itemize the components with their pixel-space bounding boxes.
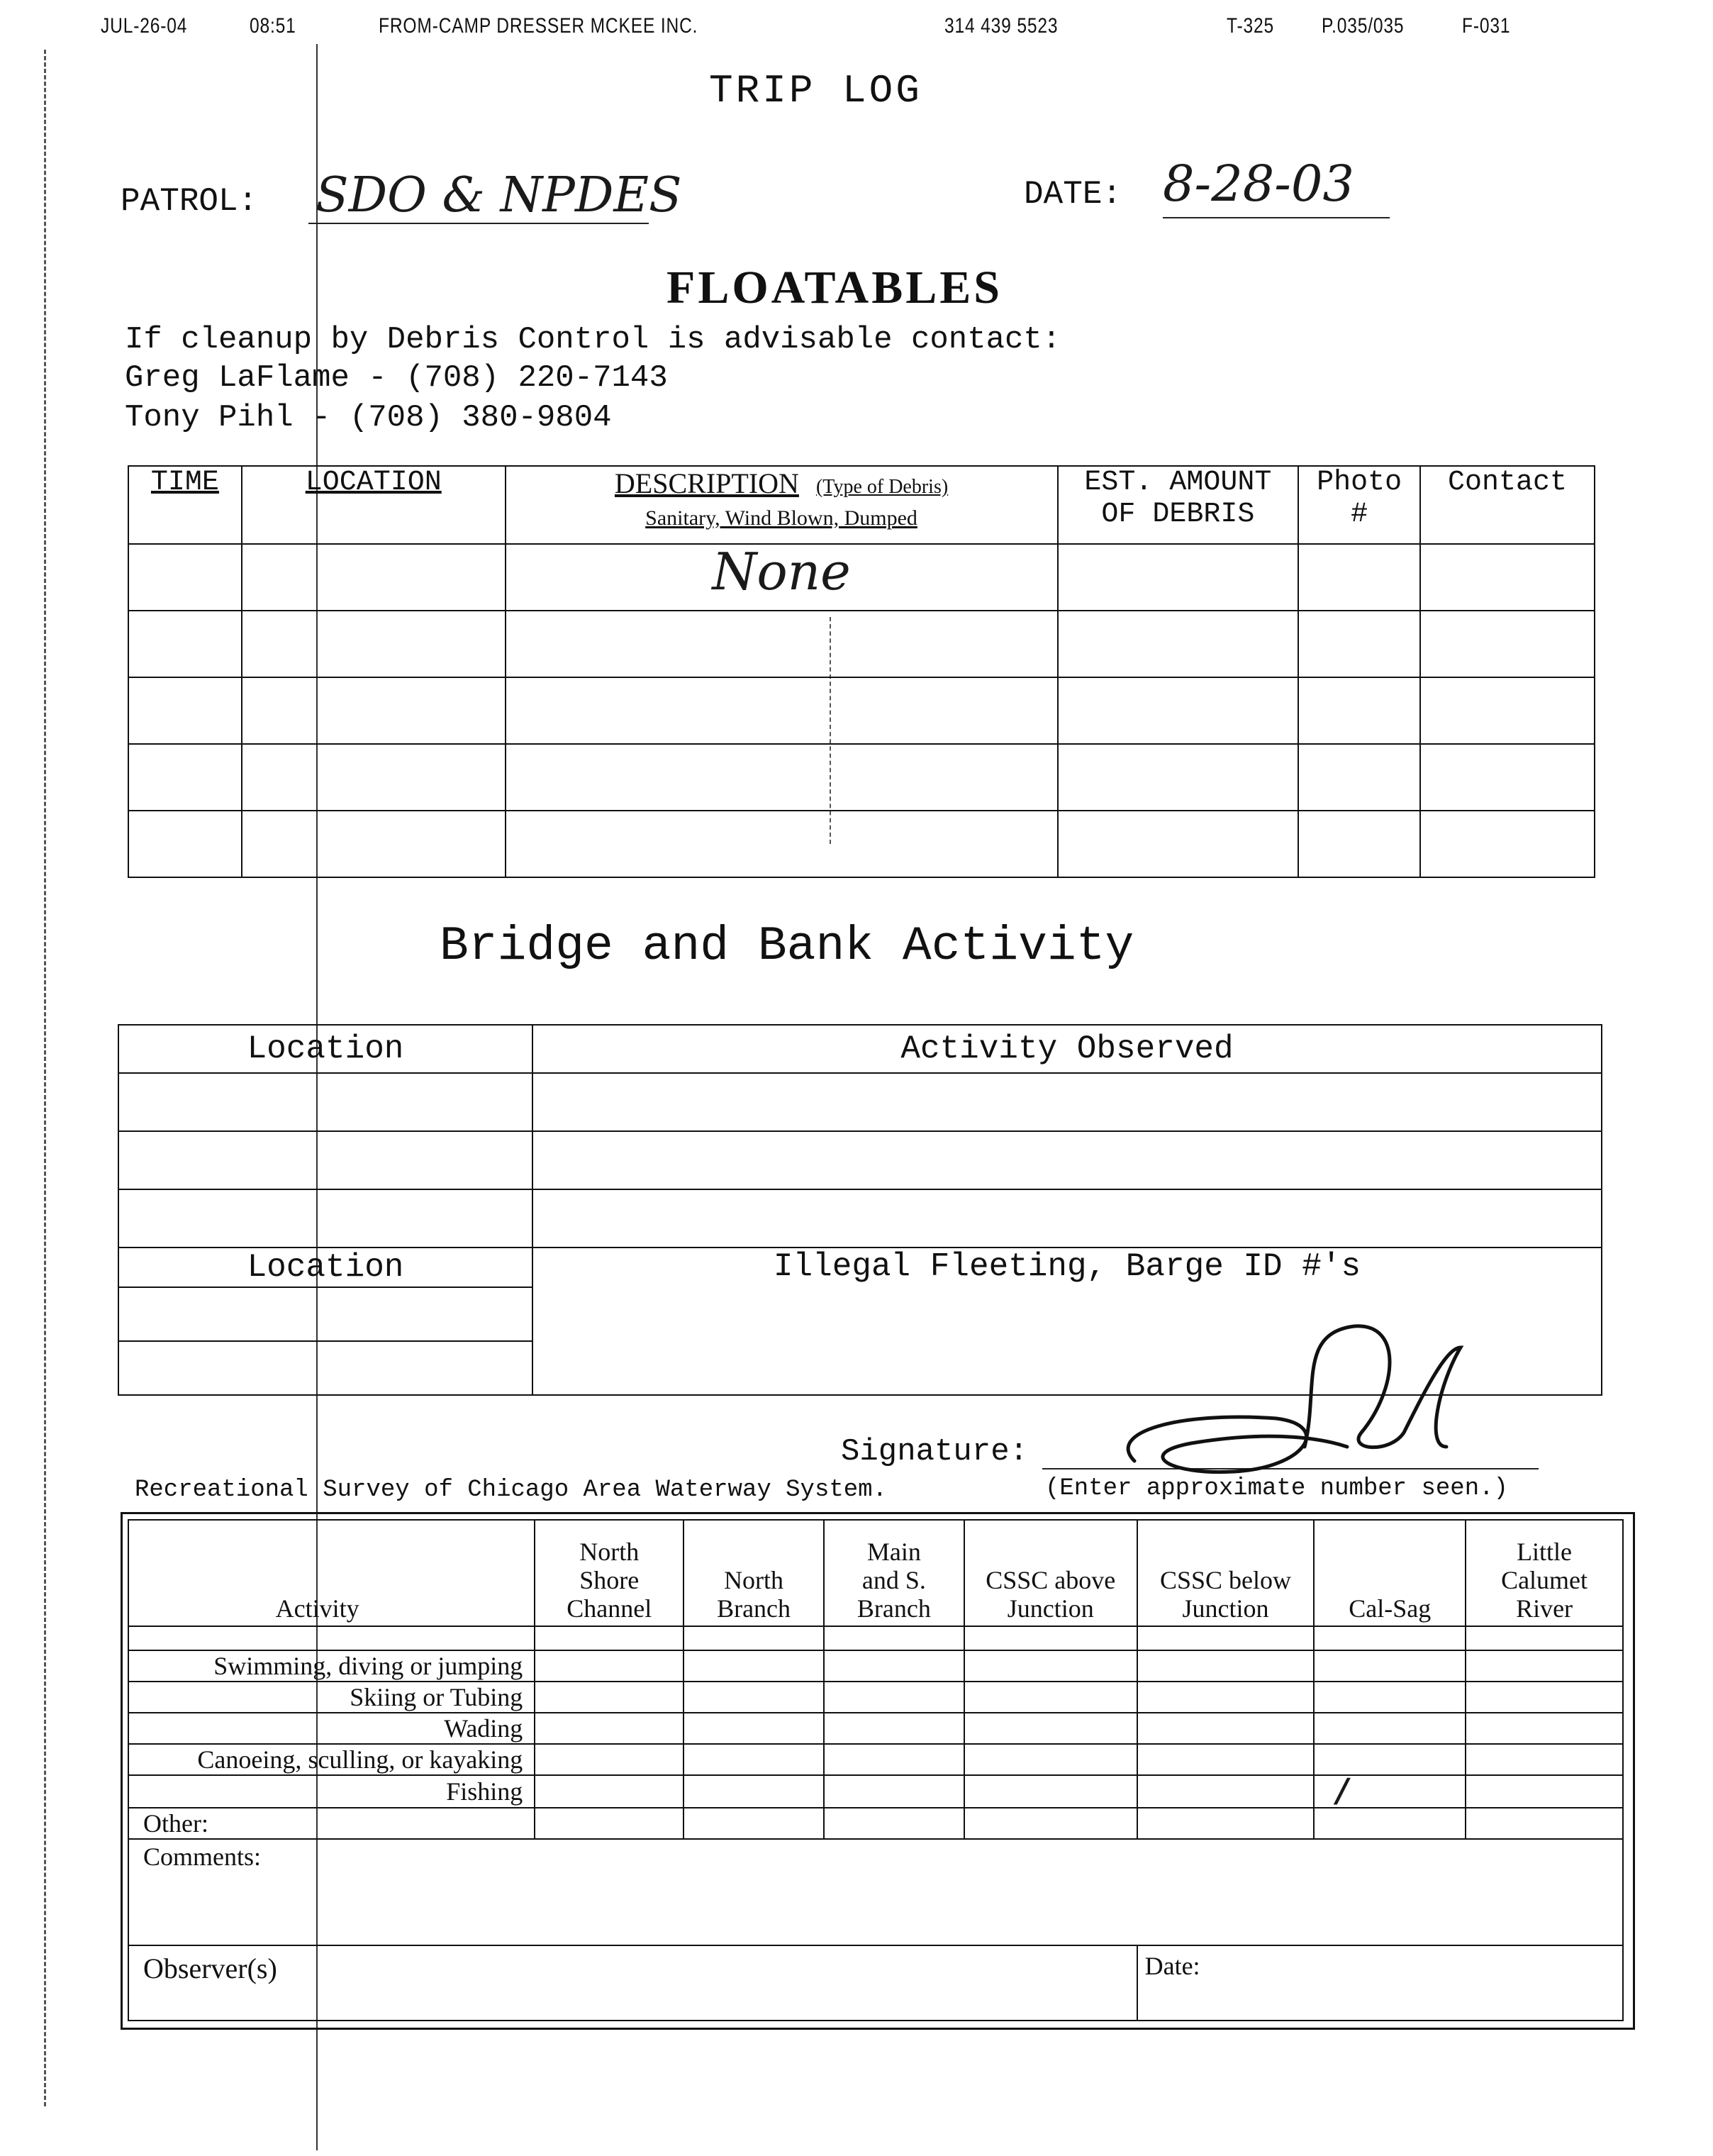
floatables-row [128, 677, 1595, 744]
floatables-header-row [128, 466, 1595, 544]
bb-row [118, 1073, 1602, 1131]
date-underline [1163, 217, 1390, 218]
other-label: Other: [128, 1808, 535, 1839]
fax-page: P.035/035 [1322, 14, 1405, 38]
fax-t-code: T-325 [1227, 14, 1275, 38]
contact-intro: If cleanup by Debris Control is advisable contact: [125, 322, 1061, 357]
none-entry: None [712, 542, 851, 601]
survey-row-fishing: Fishing / [128, 1775, 1623, 1808]
contact-pihl: Tony Pihl - (708) 380-9804 [125, 400, 612, 435]
patrol-underline [308, 223, 649, 224]
page-title: TRIP LOG [709, 68, 922, 113]
signature-label: Signature: [841, 1434, 1029, 1469]
col-little-calumet: Little Calumet River [1466, 1520, 1623, 1626]
patrol-label: PATROL: [121, 183, 258, 220]
survey-row-skiing: Skiing or Tubing [128, 1682, 1623, 1713]
floatables-table [128, 465, 1595, 878]
col-contact: Contact [1420, 466, 1595, 544]
bb-row [118, 1189, 1602, 1248]
observers-label: Observer(s) [128, 1945, 1137, 2021]
fax-time: 08:51 [250, 14, 296, 38]
survey-row-observers [128, 1945, 1623, 2021]
survey-activity-header: Activity [128, 1520, 535, 1626]
floatables-heading: FLOATABLES [666, 262, 1003, 313]
col-time: TIME [128, 466, 242, 544]
col-north-branch: North Branch [683, 1520, 824, 1626]
date-label: DATE: [1024, 176, 1122, 213]
contact-laflame: Greg LaFlame - (708) 220-7143 [125, 360, 668, 396]
scan-edge [44, 50, 46, 2106]
survey-row-other [128, 1808, 1623, 1839]
survey-table [128, 1519, 1624, 2021]
col-photo: Photo # [1298, 466, 1420, 544]
floatables-row [128, 744, 1595, 811]
col-cssc-above: CSSC above Junction [964, 1520, 1137, 1626]
floatables-row [128, 544, 1595, 611]
survey-row-wading: Wading [128, 1713, 1623, 1744]
signature-mark [1092, 1305, 1489, 1489]
comments-label: Comments: [128, 1839, 1623, 1945]
bridge-bank-heading: Bridge and Bank Activity [440, 919, 1134, 974]
bb-activity-header: Activity Observed [532, 1025, 1602, 1073]
bb-location-header: Location [118, 1025, 532, 1073]
survey-date-label: Date: [1137, 1945, 1623, 2021]
floatables-row [128, 611, 1595, 677]
col-main-s-branch: Main and S. Branch [824, 1520, 964, 1626]
bb-location-header-2: Location [118, 1248, 532, 1287]
fax-sender: FROM-CAMP DRESSER MCKEE INC. [379, 14, 698, 38]
survey-row-comments [128, 1839, 1623, 1945]
bb-fleeting-header: Illegal Fleeting, Barge ID #'s [532, 1248, 1602, 1395]
fax-phone: 314 439 5523 [944, 14, 1059, 38]
date-value: 8-28-03 [1163, 155, 1354, 213]
bb-row [118, 1131, 1602, 1189]
survey-row-canoeing: Canoeing, sculling, or kayaking [128, 1744, 1623, 1775]
col-north-shore-channel: North Shore Channel [535, 1520, 683, 1626]
survey-row-swimming: Swimming, diving or jumping [128, 1650, 1623, 1682]
survey-intro: Recreational Survey of Chicago Area Waterway System. [135, 1477, 887, 1504]
fax-date: JUL-26-04 [101, 14, 188, 38]
fishing-cal-sag-mark: / [1336, 1771, 1349, 1809]
col-location: LOCATION [242, 466, 506, 544]
col-cal-sag: Cal-Sag [1314, 1520, 1466, 1626]
patrol-value: SDO & NPDES [316, 167, 682, 223]
survey-note: (Enter approximate number seen.) [1045, 1475, 1508, 1502]
floatables-row [128, 811, 1595, 877]
fax-f-code: F-031 [1462, 14, 1511, 38]
col-est-amount: EST. AMOUNT OF DEBRIS [1058, 466, 1299, 544]
col-description: DESCRIPTION (Type of Debris) Sanitary, Wind Blown, Dumped [506, 466, 1058, 544]
survey-header-row [128, 1520, 1623, 1626]
col-cssc-below: CSSC below Junction [1137, 1520, 1315, 1626]
